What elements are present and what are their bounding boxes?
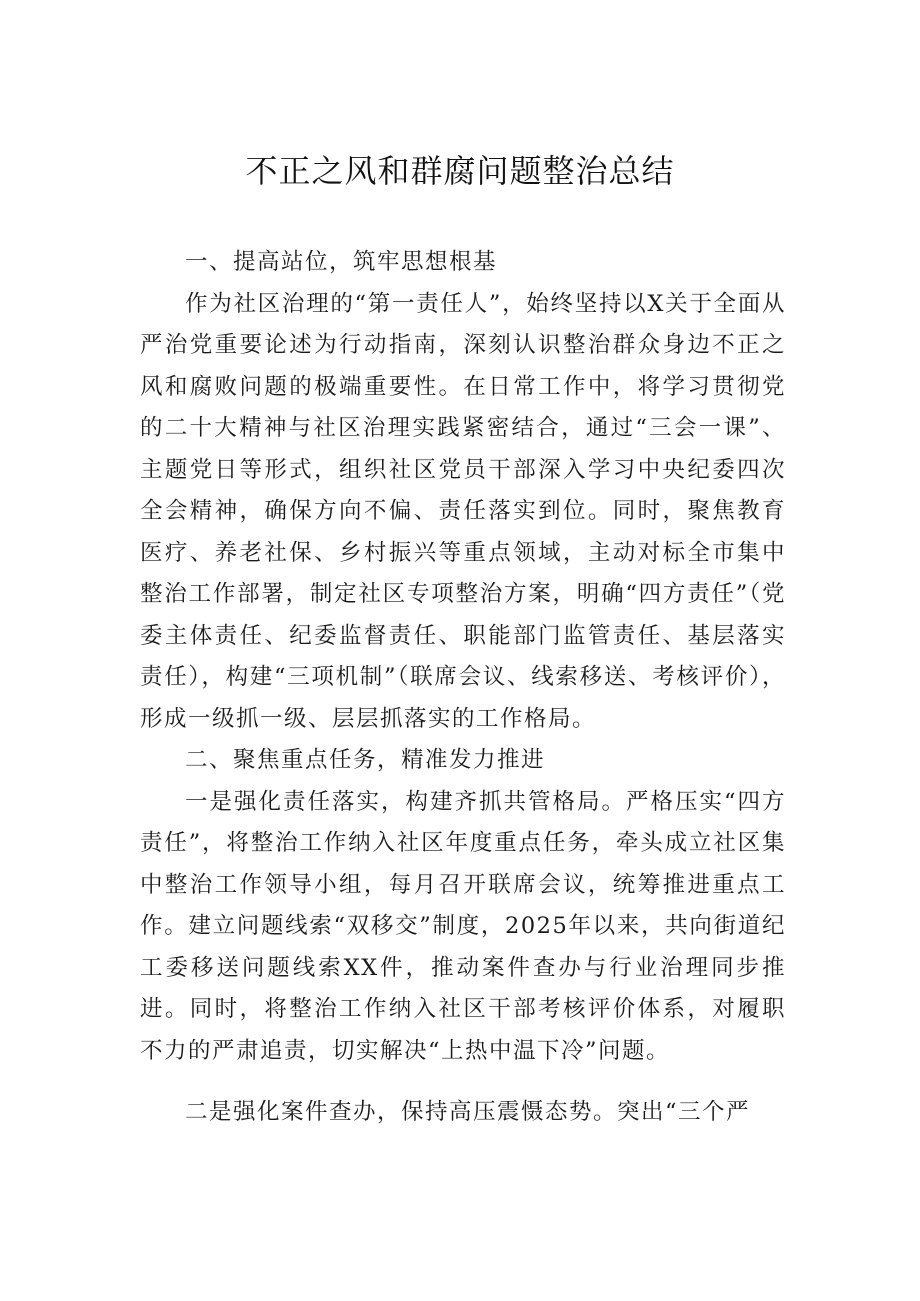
section-1-paragraph: 作为社区治理的“第一责任人”，始终坚持以X关于全面从严治党重要论述为行动指南，深刻认识整治群众身边不正之风和腐败问题的极端重要性。在日常工作中，将学习贯彻党的二十大精神与社区治理实践紧密结合，通过“三会一课”、主题党日等形式，组织社区党员干部深入学习中央纪委四次全会精神，确保方向不偏、责任落实到位。同时，聚焦教育医疗、养老社保、乡村振兴等重点领域，主动对标全市集中整治工作部署，制定社区专项整治方案，明确“四方责任”（党委主体责任、纪委监督责任、职能部门监管责任、基层落实责任），构建“三项机制”（联席会议、线索移送、考核评价），形成一级抓一级、层层抓落实的工作格局。 <box>140 290 786 732</box>
section-2-paragraph-1: 一是强化责任落实，构建齐抓共管格局。严格压实“四方责任”，将整治工作纳入社区年度重点任务，牵头成立社区集中整治工作领导小组，每月召开联席会议，统筹推进重点工作。建立问题线索“双移交”制度，2025年以来，共向街道纪工委移送问题线索XX件，推动案件查办与行业治理同步推进。同时，将整治工作纳入社区干部考核评价体系，对履职不力的严肃追责，切实解决“上热中温下冷”问题。 <box>140 788 786 1064</box>
section-heading-1: 一、提高站位，筑牢思想根基 <box>185 249 498 275</box>
section-heading-2: 二、聚焦重点任务，精准发力推进 <box>185 747 546 773</box>
document-title: 不正之风和群腐问题整治总结 <box>245 152 675 190</box>
section-2-paragraph-2: 二是强化案件查办，保持高压震慑态势。突出“三个严 <box>185 1099 751 1125</box>
document-body <box>140 242 786 1134</box>
